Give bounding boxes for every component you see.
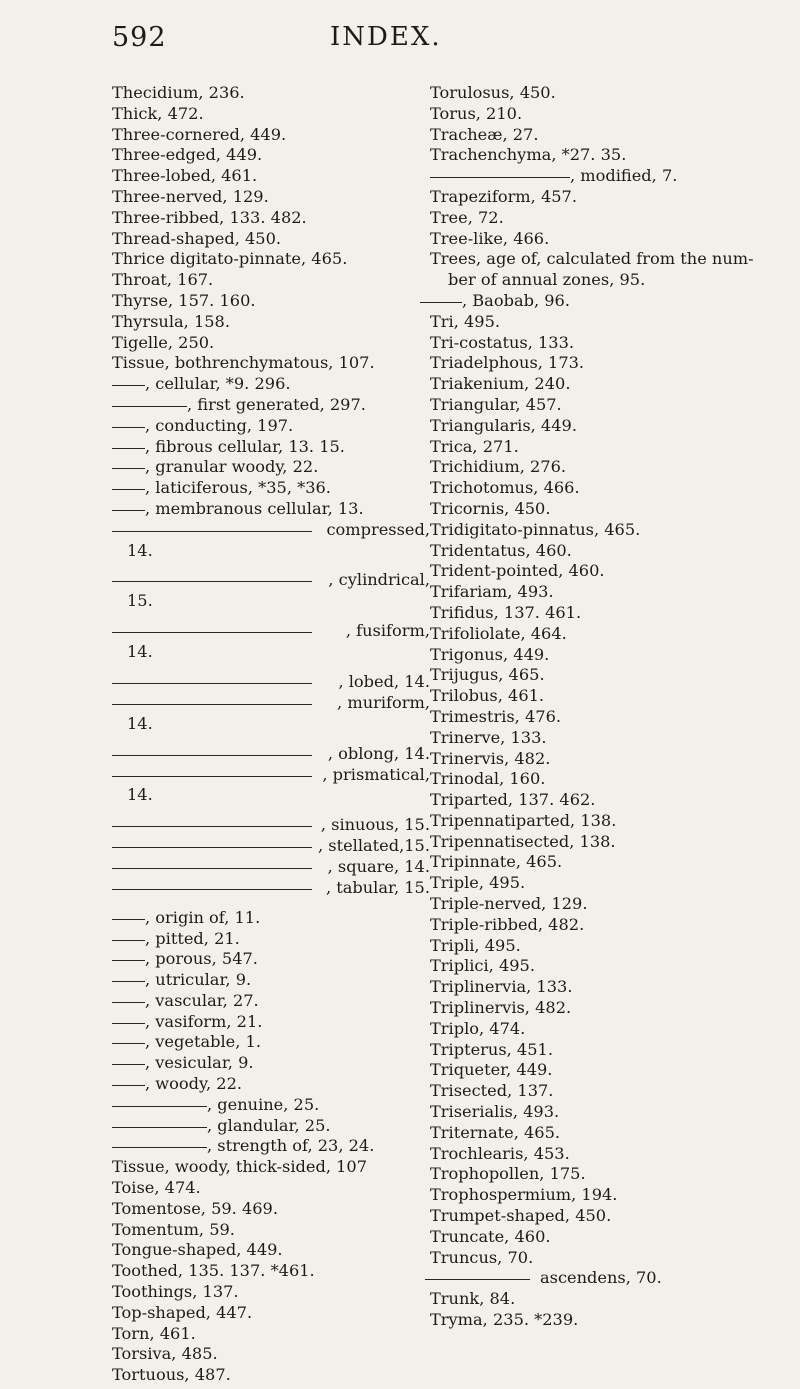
entry-text: 14.: [127, 785, 153, 805]
index-entry: [112, 1282, 430, 1303]
index-subentry: [112, 949, 430, 970]
index-subentry: [430, 1268, 790, 1289]
entry-text: , sinuous, 15.: [320, 815, 430, 835]
entry-text: , origin of, 11.: [145, 907, 261, 927]
index-subentry: [112, 499, 430, 520]
entry-text: Triplici, 495.: [430, 956, 536, 976]
entry-text: Tryma, 235. *239.: [430, 1310, 579, 1330]
index-subentry: [112, 612, 430, 642]
index-entry: [430, 1248, 790, 1269]
entry-text: Toise, 474.: [112, 1178, 201, 1198]
index-entry: [430, 665, 790, 686]
index-entry: [430, 894, 790, 915]
index-subentry: [112, 991, 430, 1012]
index-entry: [112, 104, 430, 125]
entry-text: Triple, 495.: [430, 873, 526, 893]
index-subentry: [112, 806, 430, 836]
index-entry: [112, 1199, 430, 1220]
entry-text: , Baobab, 96.: [462, 290, 570, 310]
index-entry: [430, 1289, 790, 1310]
entry-text: Torus, 210.: [430, 103, 523, 123]
entry-text: , cylindrical,: [328, 570, 430, 590]
entry-text: Truncate, 460.: [430, 1226, 551, 1246]
ditto-dash: [430, 177, 570, 178]
index-entry: [112, 353, 430, 374]
entry-text: , conducting, 197.: [145, 415, 294, 435]
entry-text: Triparted, 137. 462.: [430, 790, 596, 810]
index-subentry: [112, 374, 430, 395]
ditto-dash: [112, 940, 145, 941]
ditto-dash: [112, 406, 187, 407]
ditto-dash: [112, 385, 145, 386]
ditto-dash: [112, 468, 145, 469]
index-entry: [430, 333, 790, 354]
entry-text: Thread-shaped, 450.: [112, 228, 282, 248]
index-entry: [112, 208, 430, 229]
entry-text: Trees, age of, calculated from the num-: [430, 249, 754, 269]
index-entry: [430, 624, 790, 645]
index-entry: [430, 499, 790, 520]
entry-text: Thyrsula, 158.: [112, 311, 230, 331]
index-entry: [430, 1102, 790, 1123]
index-entry: [430, 104, 790, 125]
entry-text: Trophopollen, 175.: [430, 1164, 586, 1184]
index-subentry: [112, 1053, 430, 1074]
entry-text: Trunk, 84.: [430, 1289, 516, 1309]
index-entry: [430, 83, 790, 104]
index-entry: [430, 208, 790, 229]
index-subentry: [112, 765, 430, 786]
index-entry: [430, 395, 790, 416]
ditto-dash: [112, 1147, 207, 1148]
index-continuation: [430, 270, 790, 291]
entry-text: , laticiferous, *35, *36.: [145, 478, 331, 498]
index-entry: [112, 270, 430, 291]
entry-text: Triserialis, 493.: [430, 1102, 560, 1122]
entry-text: Tracheæ, 27.: [430, 124, 539, 144]
entry-text: Tripli, 495.: [430, 935, 521, 955]
index-entry: [430, 1060, 790, 1081]
entry-text: Tripinnate, 465.: [430, 852, 563, 872]
index-continuation: [112, 785, 430, 806]
entry-text: Truncus, 70.: [430, 1247, 534, 1267]
index-continuation: [112, 591, 430, 612]
ditto-dash: [112, 919, 145, 920]
index-subentry: [112, 1116, 430, 1137]
entry-text: Thyrse, 157. 160.: [112, 290, 256, 310]
entry-text: Trophospermium, 194.: [430, 1185, 618, 1205]
entry-text: , glandular, 25.: [207, 1115, 331, 1135]
ditto-dash: [112, 1106, 207, 1107]
entry-text: Three-edged, 449.: [112, 145, 263, 165]
ditto-dash: [112, 868, 312, 869]
entry-text: Trifoliolate, 464.: [430, 623, 567, 643]
index-entry: [430, 457, 790, 478]
index-entry: [112, 187, 430, 208]
entry-text: Trilobus, 461.: [430, 686, 545, 706]
index-entry: [430, 520, 790, 541]
index-entry: [430, 541, 790, 562]
index-subentry: [112, 478, 430, 499]
index-entry: [430, 769, 790, 790]
index-entry: [112, 1344, 430, 1365]
index-entry: [112, 166, 430, 187]
index-entry: [112, 291, 430, 312]
ditto-dash: [112, 1002, 145, 1003]
entry-text: Tripterus, 451.: [430, 1039, 553, 1059]
index-subentry: [112, 663, 430, 693]
index-subentry: [112, 878, 430, 899]
ditto-dash: [112, 889, 312, 890]
index-entry: [430, 1310, 790, 1331]
index-entry: [430, 1123, 790, 1144]
index-subentry: [112, 561, 430, 591]
entry-text: ber of annual zones, 95.: [448, 270, 646, 290]
index-subentry: [112, 1074, 430, 1095]
index-entry: [112, 1261, 430, 1282]
index-entry: [430, 229, 790, 250]
entry-text: Torn, 461.: [112, 1323, 196, 1343]
index-subentry: [112, 1095, 430, 1116]
entry-text: Tomentum, 59.: [112, 1219, 235, 1239]
entry-text: Thick, 472.: [112, 103, 204, 123]
entry-text: ascendens, 70.: [540, 1268, 662, 1288]
index-entry: [430, 582, 790, 603]
ditto-dash: [112, 427, 145, 428]
entry-text: compressed,: [326, 519, 430, 539]
index-subentry: [112, 437, 430, 458]
index-entry: [430, 145, 790, 166]
entry-text: Triternate, 465.: [430, 1122, 561, 1142]
index-subentry: [430, 291, 790, 312]
entry-text: Three-lobed, 461.: [112, 166, 258, 186]
index-entry: [430, 374, 790, 395]
entry-text: Trochlearis, 453.: [430, 1143, 570, 1163]
index-entry: [112, 249, 430, 270]
entry-text: , vasiform, 21.: [145, 1011, 263, 1031]
entry-text: Toothings, 137.: [112, 1282, 239, 1302]
entry-text: Three-cornered, 449.: [112, 124, 287, 144]
ditto-dash: [112, 448, 145, 449]
entry-text: Trinervis, 482.: [430, 748, 551, 768]
index-entry: [430, 1227, 790, 1248]
entry-text: Triqueter, 449.: [430, 1060, 553, 1080]
entry-text: Tridentatus, 460.: [430, 540, 572, 560]
entry-text: , vascular, 27.: [145, 990, 259, 1010]
page-number: 592: [112, 22, 167, 53]
ditto-dash: [425, 1279, 530, 1280]
index-entry: [430, 603, 790, 624]
entry-text: Torulosus, 450.: [430, 83, 556, 102]
entry-text: , fibrous cellular, 13. 15.: [145, 436, 345, 456]
index-entry: [430, 1081, 790, 1102]
ditto-dash: [112, 981, 145, 982]
index-entry: [430, 125, 790, 146]
left-column: [112, 83, 430, 1386]
index-entry: [430, 873, 790, 894]
index-entry: [430, 977, 790, 998]
entry-text: Tricornis, 450.: [430, 498, 551, 518]
entry-text: 14.: [127, 713, 153, 733]
entry-text: Triangularis, 449.: [430, 415, 577, 435]
entry-text: Tripennatiparted, 138.: [430, 810, 617, 830]
index-entry: [430, 811, 790, 832]
index-subentry: [112, 970, 430, 991]
entry-text: Trichidium, 276.: [430, 457, 567, 477]
entry-text: Tridigitato-pinnatus, 465.: [430, 519, 641, 539]
entry-text: , pitted, 21.: [145, 928, 240, 948]
index-entry: [430, 1019, 790, 1040]
index-entry: [112, 312, 430, 333]
ditto-dash: [112, 1023, 145, 1024]
entry-text: Three-nerved, 129.: [112, 186, 269, 206]
index-subentry: [112, 836, 430, 857]
index-entry: [430, 1206, 790, 1227]
index-entry: [430, 1040, 790, 1061]
index-subentry: [112, 395, 430, 416]
entry-text: 15.: [127, 591, 153, 611]
entry-text: , strength of, 23, 24.: [207, 1136, 375, 1156]
entry-text: , first generated, 297.: [187, 394, 366, 414]
entry-text: Tripennatisected, 138.: [430, 831, 616, 851]
entry-text: , membranous cellular, 13.: [145, 498, 364, 518]
ditto-dash: [112, 826, 312, 827]
index-subentry: [112, 929, 430, 950]
entry-text: Tri-costatus, 133.: [430, 332, 575, 352]
entry-text: Trifariam, 493.: [430, 582, 554, 602]
ditto-dash: [112, 1127, 207, 1128]
entry-text: , lobed, 14.: [338, 671, 430, 691]
index-entry: [430, 790, 790, 811]
entry-text: Three-ribbed, 133. 482.: [112, 207, 307, 227]
entry-text: , vesicular, 9.: [145, 1053, 254, 1073]
ditto-dash: [112, 847, 312, 848]
entry-text: Triadelphous, 173.: [430, 353, 585, 373]
index-subentry: [112, 693, 430, 714]
ditto-dash: [112, 1085, 145, 1086]
entry-text: Tissue, woody, thick-sided, 107: [112, 1157, 368, 1177]
entry-text: Tri, 495.: [430, 311, 501, 331]
entry-text: Throat, 167.: [112, 270, 214, 290]
entry-text: , cellular, *9. 296.: [145, 374, 291, 394]
entry-text: , vegetable, 1.: [145, 1032, 261, 1052]
index-entry: [112, 125, 430, 146]
index-subentry: [112, 1012, 430, 1033]
index-entry: [430, 1164, 790, 1185]
entry-text: Top-shaped, 447.: [112, 1302, 253, 1322]
entry-text: Tree-like, 466.: [430, 228, 550, 248]
entry-text: Trident-pointed, 460.: [430, 561, 605, 581]
index-entry: [430, 1185, 790, 1206]
entry-text: , stellated,15.: [317, 836, 430, 856]
entry-text: Tree, 72.: [430, 207, 504, 227]
entry-text: Tongue-shaped, 449.: [112, 1240, 283, 1260]
entry-text: , prismatical,: [322, 764, 430, 784]
index-entry: [430, 707, 790, 728]
entry-text: Triple-ribbed, 482.: [430, 914, 585, 934]
index-entry: [430, 852, 790, 873]
ditto-dash: [112, 581, 312, 582]
index-continuation: [112, 541, 430, 562]
index-entry: [430, 561, 790, 582]
ditto-dash: [112, 704, 312, 705]
index-entry: [430, 728, 790, 749]
entry-text: Trinodal, 160.: [430, 769, 546, 789]
entry-text: Tomentose, 59. 469.: [112, 1198, 278, 1218]
entry-text: , square, 14.: [327, 856, 430, 876]
entry-text: Thrice digitato-pinnate, 465.: [112, 249, 348, 269]
index-entry: [112, 1365, 430, 1386]
index-entry: [112, 1157, 430, 1178]
index-entry: [430, 312, 790, 333]
right-column: [430, 83, 790, 1331]
index-entry: [430, 187, 790, 208]
index-entry: [430, 1144, 790, 1165]
index-entry: [112, 1220, 430, 1241]
entry-text: Thecidium, 236.: [112, 83, 245, 102]
index-subentry: [112, 416, 430, 437]
ditto-dash: [112, 489, 145, 490]
index-entry: [112, 1303, 430, 1324]
page-header: [0, 22, 800, 62]
entry-text: Trijugus, 465.: [430, 665, 545, 685]
ditto-dash: [112, 510, 145, 511]
ditto-dash: [112, 776, 312, 777]
index-subentry: [430, 166, 790, 187]
ditto-dash: [112, 632, 312, 633]
index-entry: [112, 229, 430, 250]
index-entry: [430, 353, 790, 374]
ditto-dash: [112, 755, 312, 756]
index-entry: [430, 645, 790, 666]
index-entry: [430, 686, 790, 707]
index-subentry: [112, 857, 430, 878]
ditto-dash: [420, 302, 462, 303]
entry-text: Trinerve, 133.: [430, 727, 547, 747]
index-entry: [112, 1178, 430, 1199]
index-entry: [430, 749, 790, 770]
entry-text: , genuine, 25.: [207, 1094, 320, 1114]
index-entry: [430, 915, 790, 936]
entry-text: Toothed, 135. 137. *461.: [112, 1261, 315, 1281]
index-subentry: [112, 899, 430, 929]
index-entry: [430, 832, 790, 853]
index-entry: [430, 416, 790, 437]
index-entry: [112, 1324, 430, 1345]
entry-text: Torsiva, 485.: [112, 1344, 218, 1364]
index-entry: [112, 333, 430, 354]
entry-text: 14.: [127, 540, 153, 560]
entry-text: , fusiform,: [345, 621, 430, 641]
entry-text: Tissue, bothrenchymatous, 107.: [112, 353, 375, 373]
entry-text: Triplinervis, 482.: [430, 998, 572, 1018]
entry-text: , tabular, 15.: [325, 877, 430, 897]
ditto-dash: [112, 1064, 145, 1065]
index-subentry: [112, 1136, 430, 1157]
index-subentry: [112, 735, 430, 765]
index-entry: [112, 1240, 430, 1261]
entry-text: Triple-nerved, 129.: [430, 894, 588, 914]
ditto-dash: [112, 960, 145, 961]
entry-text: , muriform,: [337, 692, 430, 712]
ditto-dash: [112, 683, 312, 684]
index-entry: [112, 145, 430, 166]
entry-text: , oblong, 14.: [327, 743, 430, 763]
entry-text: Triplo, 474.: [430, 1018, 526, 1038]
entry-text: , modified, 7.: [570, 166, 678, 186]
index-entry: [430, 437, 790, 458]
index-entry: [112, 83, 430, 104]
entry-text: , porous, 547.: [145, 949, 258, 969]
entry-text: Trachenchyma, *27. 35.: [430, 145, 627, 165]
entry-text: Trimestris, 476.: [430, 706, 562, 726]
index-entry: [430, 998, 790, 1019]
page-title: INDEX.: [330, 22, 442, 52]
entry-text: Tortuous, 487.: [112, 1365, 231, 1385]
entry-text: , utricular, 9.: [145, 970, 252, 990]
entry-text: Triplinervia, 133.: [430, 977, 573, 997]
ditto-dash: [112, 531, 312, 532]
entry-text: Trisected, 137.: [430, 1081, 554, 1101]
index-subentry: [112, 520, 430, 541]
entry-text: Trigonus, 449.: [430, 644, 550, 664]
entry-text: Trumpet-shaped, 450.: [430, 1206, 612, 1226]
index-entry: [430, 478, 790, 499]
entry-text: Tigelle, 250.: [112, 332, 215, 352]
entry-text: 14.: [127, 642, 153, 662]
index-entry: [430, 956, 790, 977]
index-subentry: [112, 457, 430, 478]
ditto-dash: [112, 1043, 145, 1044]
entry-text: , woody, 22.: [145, 1074, 243, 1094]
index-continuation: [112, 714, 430, 735]
index-entry: [430, 936, 790, 957]
entry-text: Trichotomus, 466.: [430, 478, 580, 498]
index-subentry: [112, 1032, 430, 1053]
index-entry: [430, 249, 790, 270]
index-continuation: [112, 642, 430, 663]
entry-text: Trifidus, 137. 461.: [430, 602, 582, 622]
entry-text: , granular woody, 22.: [145, 457, 319, 477]
entry-text: Trica, 271.: [430, 436, 519, 456]
entry-text: Triakenium, 240.: [430, 374, 571, 394]
entry-text: Trapeziform, 457.: [430, 186, 577, 206]
entry-text: Triangular, 457.: [430, 394, 562, 414]
